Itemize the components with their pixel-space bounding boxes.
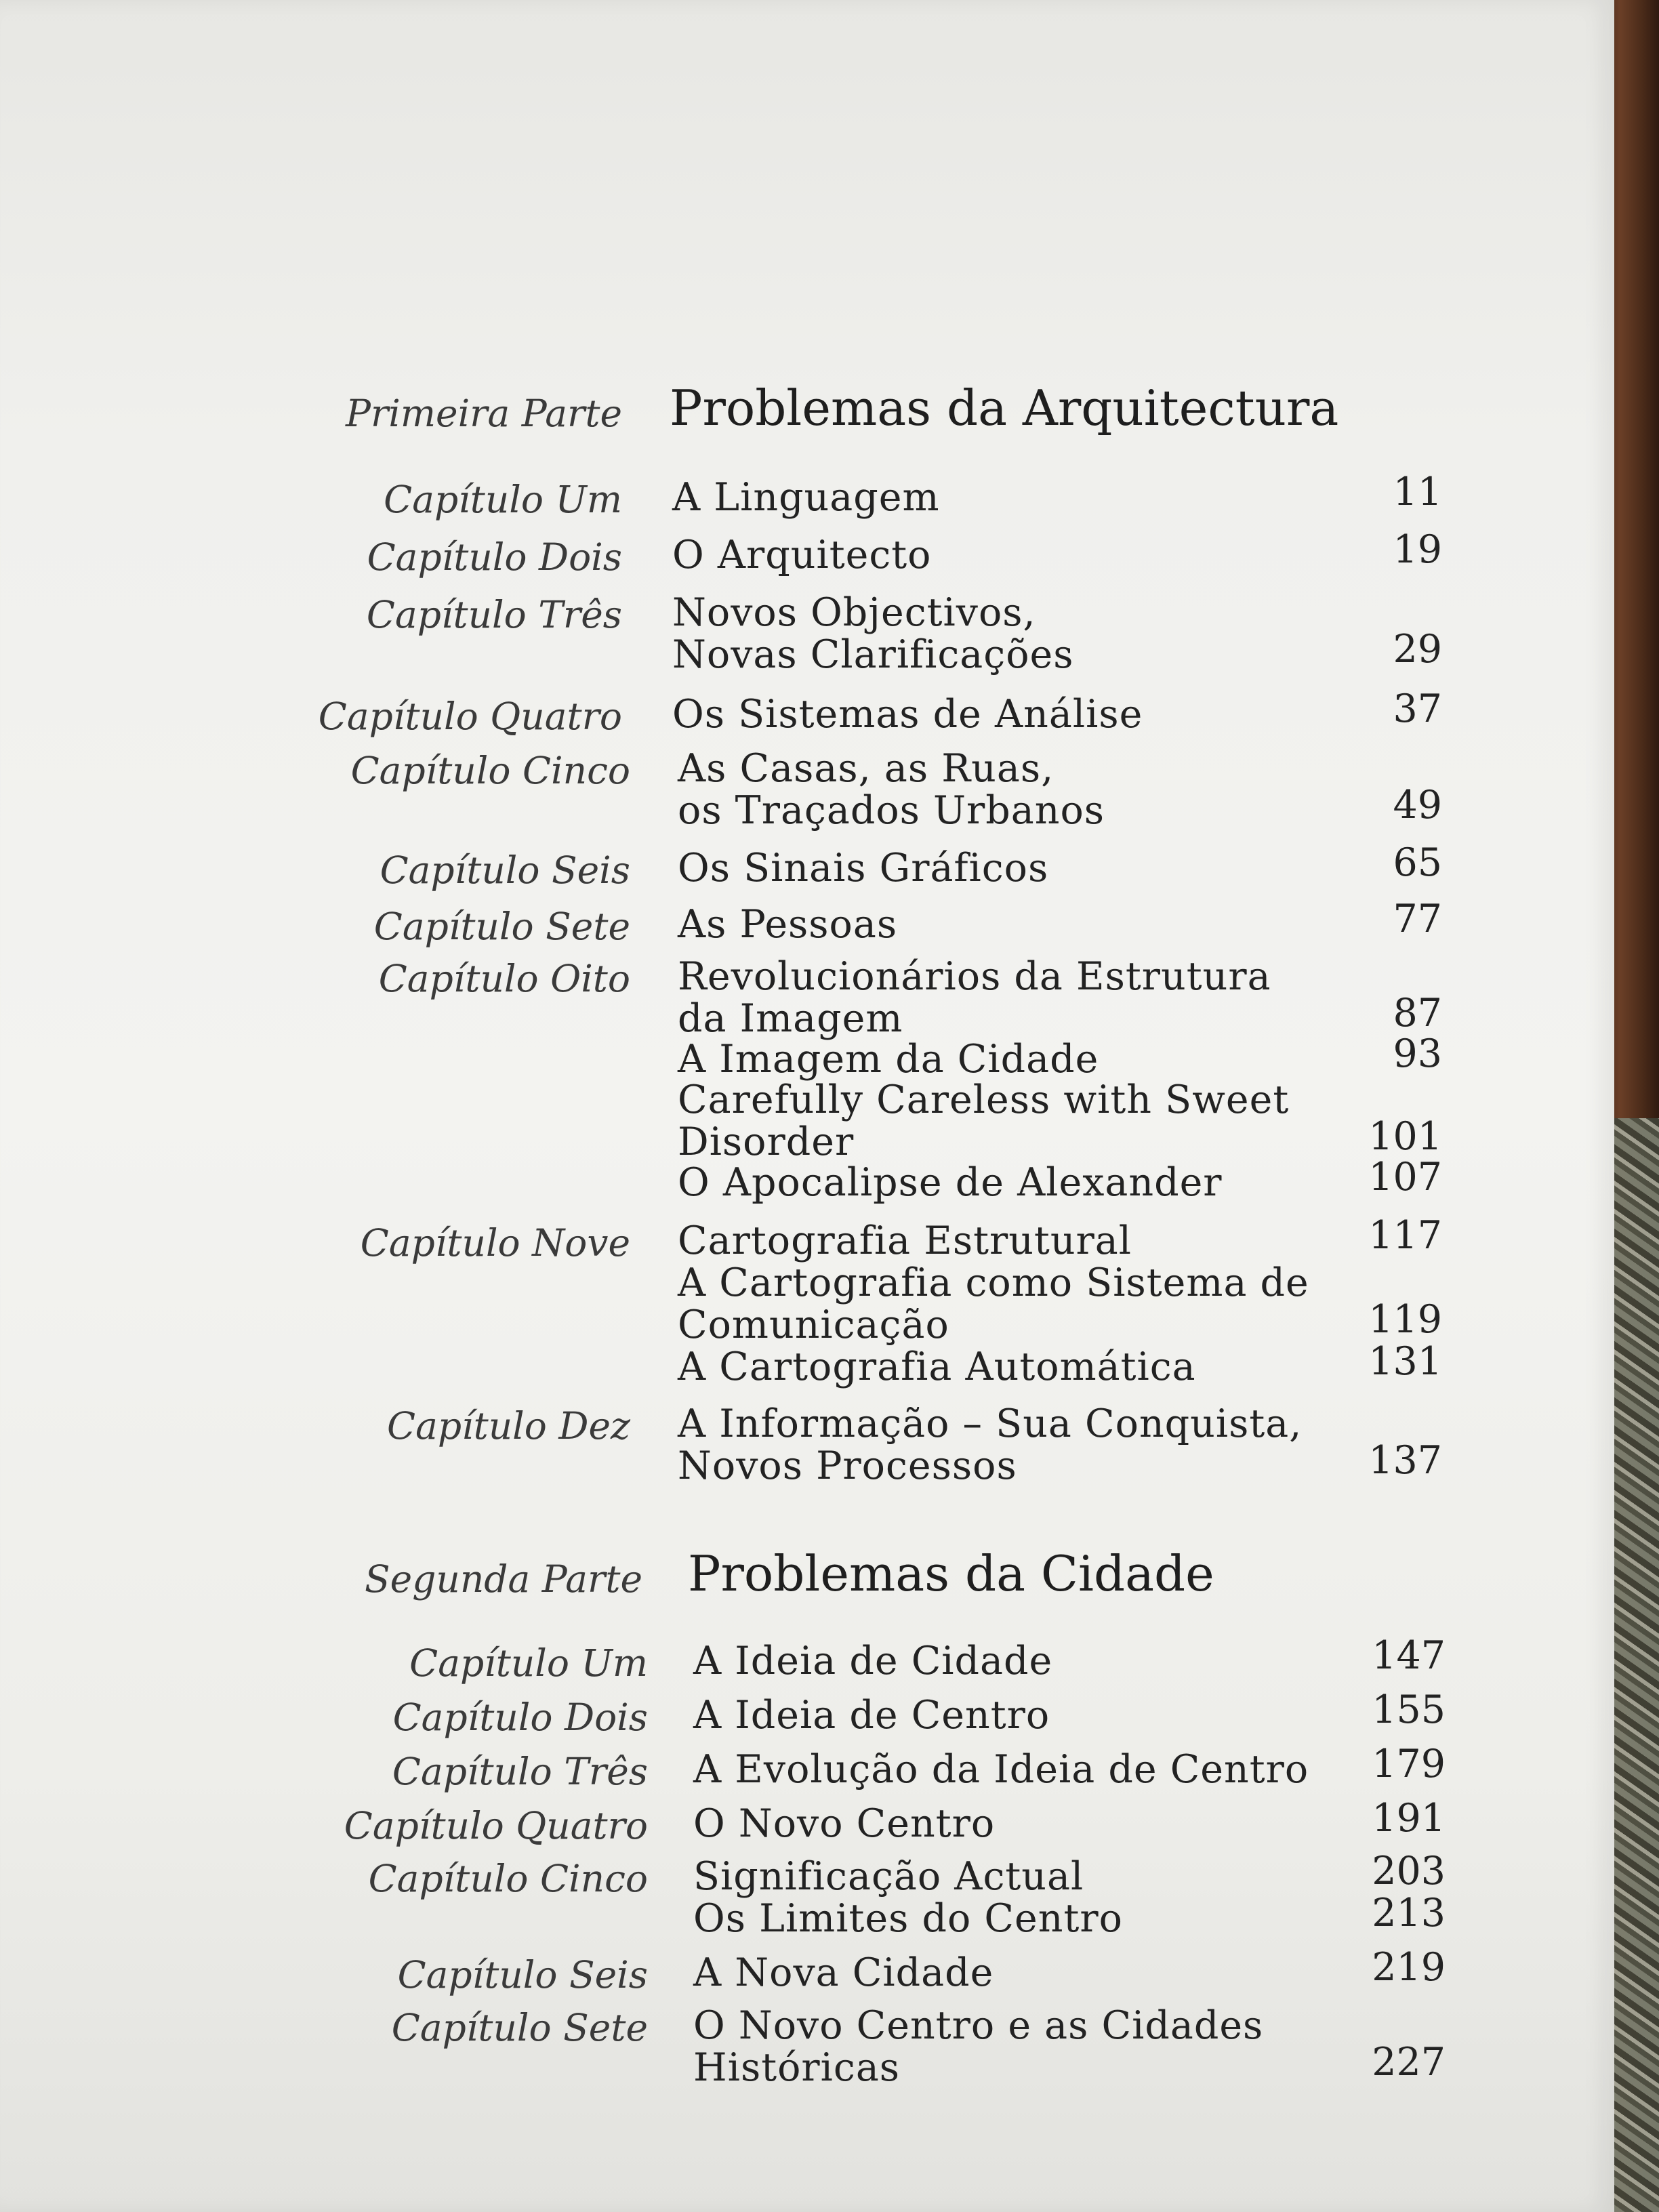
- part-title: Problemas da Cidade: [688, 1545, 1214, 1602]
- entry-title: O Novo Centro e as Cidades Históricas: [693, 2003, 1264, 2090]
- page-number: 19: [1393, 527, 1442, 572]
- entry-title: Os Sistemas de Análise: [672, 692, 1143, 737]
- page-number: 93: [1393, 1031, 1442, 1076]
- chapter-label: Capítulo Dois: [392, 1696, 648, 1739]
- entry-title: O Novo Centro: [693, 1801, 996, 1846]
- entry-title: Novos Objectivos, Novas Clarificações: [672, 590, 1074, 677]
- chapter-label: Capítulo Sete: [373, 905, 630, 948]
- chapter-label: Capítulo Quatro: [318, 695, 622, 738]
- part-title: Problemas da Arquitectura: [670, 380, 1339, 436]
- chapter-label: Capítulo Seis: [380, 848, 630, 892]
- chapter-label: Capítulo Dez: [386, 1404, 630, 1448]
- page-number: 65: [1393, 840, 1442, 885]
- page-number: 37: [1393, 687, 1442, 731]
- chapter-label: Capítulo Quatro: [344, 1804, 648, 1847]
- chapter-label: Capítulo Três: [366, 593, 622, 636]
- rug-texture: [1613, 1118, 1659, 2212]
- entry-title: Carefully Careless with Sweet Disorder: [678, 1078, 1290, 1164]
- entry-title: A Imagem da Cidade: [678, 1037, 1099, 1082]
- page-number: 213: [1372, 1891, 1446, 1936]
- page-number: 191: [1372, 1796, 1446, 1841]
- page-number: 29: [1393, 627, 1442, 672]
- page-number: 219: [1372, 1945, 1446, 1990]
- entry-title: O Apocalipse de Alexander: [678, 1160, 1223, 1205]
- entry-title: As Pessoas: [678, 902, 898, 947]
- page-number: 11: [1393, 470, 1442, 514]
- chapter-label: Capítulo Oito: [378, 957, 630, 1000]
- page-number: 77: [1393, 897, 1442, 941]
- page-number: 147: [1372, 1633, 1446, 1678]
- entry-title: A Nova Cidade: [693, 1950, 994, 1995]
- entry-title: Os Limites do Centro: [693, 1896, 1123, 1941]
- entry-title: A Ideia de Centro: [693, 1693, 1050, 1738]
- chapter-label: Capítulo Nove: [360, 1221, 630, 1265]
- page-number: 107: [1368, 1155, 1442, 1200]
- entry-title: Os Sinais Gráficos: [678, 846, 1049, 890]
- entry-title: Revolucionários da Estrutura da Imagem: [678, 954, 1271, 1041]
- chapter-label: Capítulo Um: [409, 1641, 648, 1685]
- page-number: 203: [1372, 1849, 1446, 1893]
- page-number: 119: [1368, 1297, 1442, 1342]
- entry-title: A Evolução da Ideia de Centro: [693, 1747, 1309, 1792]
- entry-title: O Arquitecto: [672, 533, 932, 577]
- entry-title: A Ideia de Cidade: [693, 1639, 1053, 1683]
- page-number: 137: [1368, 1438, 1442, 1483]
- entry-title: Significação Actual: [693, 1854, 1084, 1899]
- chapter-label: Capítulo Três: [392, 1750, 648, 1793]
- chapter-label: Capítulo Sete: [391, 2006, 648, 2049]
- page-number: 155: [1372, 1687, 1446, 1732]
- chapter-label: Capítulo Cinco: [350, 749, 630, 792]
- page-number: 179: [1372, 1742, 1446, 1786]
- chapter-label: Capítulo Dois: [367, 535, 622, 579]
- entry-title: Cartografia Estrutural: [678, 1218, 1132, 1263]
- page-number: 49: [1393, 783, 1442, 827]
- entry-title: A Linguagem: [672, 475, 940, 520]
- entry-title: A Cartografia Automática: [678, 1345, 1196, 1389]
- chapter-label: Capítulo Cinco: [368, 1857, 648, 1900]
- part-label: Primeira Parte: [345, 392, 622, 435]
- entry-title: A Cartografia como Sistema de Comunicação: [678, 1261, 1309, 1347]
- page-number: 101: [1368, 1114, 1442, 1159]
- entry-title: As Casas, as Ruas, os Traçados Urbanos: [678, 746, 1105, 833]
- part-label: Segunda Parte: [364, 1557, 642, 1601]
- chapter-label: Capítulo Um: [384, 478, 622, 521]
- chapter-label: Capítulo Seis: [397, 1953, 648, 1996]
- page-number: 87: [1393, 991, 1442, 1036]
- page-number: 131: [1368, 1339, 1442, 1384]
- page-number: 227: [1372, 2040, 1446, 2085]
- entry-title: A Informação – Sua Conquista, Novos Processos: [678, 1401, 1303, 1488]
- page-number: 117: [1368, 1213, 1442, 1258]
